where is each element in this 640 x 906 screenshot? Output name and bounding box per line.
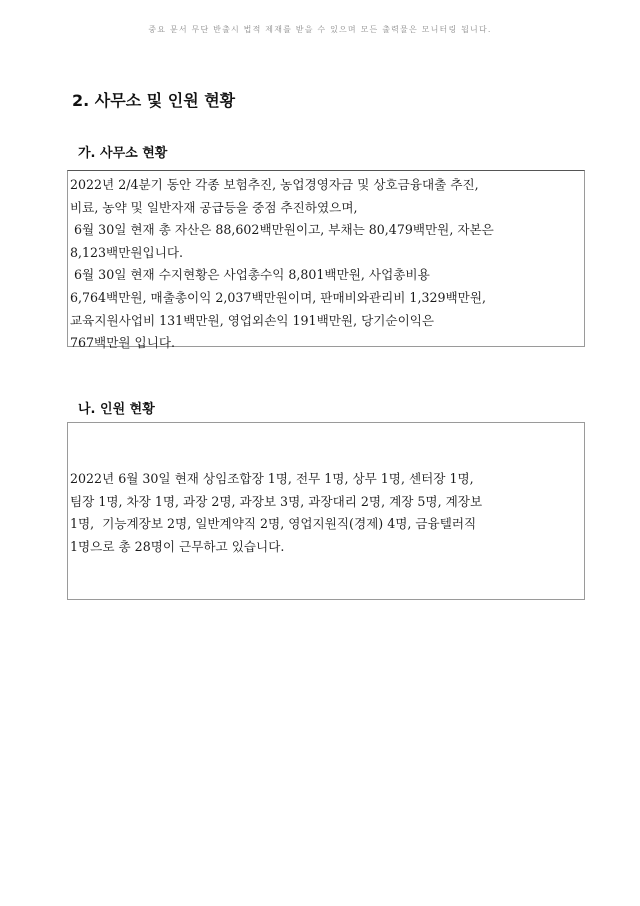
section-title: 2. 사무소 및 인원 현황 [72,91,236,110]
office-line: 6월 30일 현재 수지현황은 사업총수익 8,801백만원, 사업총비용 [70,267,430,283]
office-line: 6,764백만원, 매출총이익 2,037백만원이며, 판매비와관리비 1,329백만원, [70,289,486,305]
office-line: 비료, 농약 및 일반자재 공급등을 중점 추진하였으며, [70,199,358,215]
office-status-text [70,174,494,355]
office-line: 8,123백만원입니다. [70,244,184,260]
office-line: 2022년 2/4분기 동안 각종 보험추진, 농업경영자금 및 상호금융대출 추진, [70,177,479,192]
office-line: 767백만원 입니다. [70,335,176,351]
staff-line: 1명으로 총 28명이 근무하고 있습니다. [70,538,285,554]
staff-status-box [67,422,585,600]
office-line: 교육지원사업비 131백만원, 영업외손익 191백만원, 당기순이익은 [70,312,435,328]
staff-status-title: 나. 인원 현황 [78,402,155,417]
office-line: 6월 30일 현재 총 자산은 88,602백만원이고, 부채는 80,479백만원, 자본은 [70,222,494,238]
staff-line: 2022년 6월 30일 현재 상임조합장 1명, 전무 1명, 상무 1명, 센터장 1명, [70,471,474,486]
staff-line: 1명, 기능계장보 2명, 일반계약직 2명, 영업지원직(경제) 4명, 금융텔러직 [70,516,477,532]
office-status-box [67,170,585,351]
confidentiality-notice: 중요 문서 무단 반출시 법적 제재를 받을 수 있으며 모든 출력물은 모니터링 됩니다. [148,25,492,34]
staff-line: 팀장 1명, 차장 1명, 과장 2명, 과장보 3명, 과장대리 2명, 계장 5명, 계장보 [70,493,483,509]
staff-status-text [70,468,482,558]
office-status-title: 가. 사무소 현황 [78,146,168,161]
